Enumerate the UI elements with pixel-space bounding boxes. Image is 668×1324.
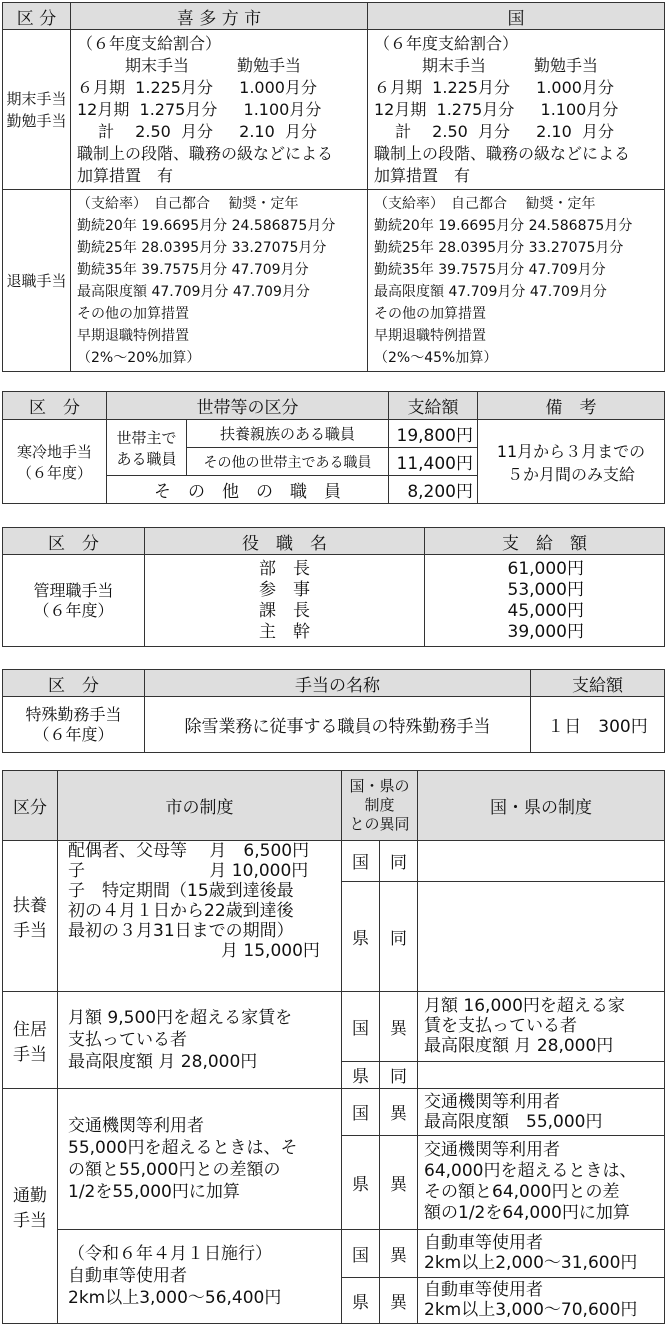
commute-prefecture-transit: 交通機関等利用者 64,000円を超えるときは、 その額と64,000円との差 額の1/2を64,000円に加算 (418, 1135, 665, 1229)
header-category: 区 分 (3, 670, 145, 697)
header-household: 世帯等の区分 (107, 392, 389, 420)
header-remarks: 備 考 (478, 392, 665, 420)
header-allowance-name: 手当の名称 (145, 670, 531, 697)
special-duty-allowance-table (2, 669, 664, 753)
diff-different: 異 (380, 1229, 418, 1277)
src-national: 国 (342, 991, 380, 1061)
comparison-table (2, 770, 664, 1324)
header-category: 区分 (3, 771, 58, 841)
manager-allowance-table (2, 527, 664, 647)
row-label-retirement: 退職手当 (3, 190, 71, 372)
allowance-amount: 19,800円 (389, 420, 478, 448)
commute-national-transit: 交通機関等利用者 最高限度額 55,000円 (418, 1088, 665, 1135)
header-category: 区 分 (3, 528, 145, 555)
diff-same: 同 (380, 881, 418, 991)
header-national-system: 国・県の制度 (418, 771, 665, 841)
housing-prefecture (418, 1061, 665, 1088)
header-amount: 支給額 (531, 670, 665, 697)
housing-city: 月額 9,500円を超える家賃を 支払っている者 最高限度額 月 28,000円 (58, 991, 342, 1088)
diff-same: 同 (380, 1061, 418, 1088)
src-national: 国 (342, 1229, 380, 1277)
position-names: 部 長 参 事 課 長 主 幹 (145, 555, 425, 647)
dependent-city-2: 子 特定期間（15歳到達後最 初の４月１日から22歳到達後 最初の３月31日までの期間） 月 15,000円 (58, 881, 342, 991)
header-kitakata: 喜 多 方 市 (71, 3, 368, 30)
bonus-retirement-table (2, 2, 664, 372)
commute-prefecture-car: 自動車等使用者 2km以上3,000〜70,600円 (418, 1277, 665, 1323)
household-head-label: 世帯主で ある職員 (107, 420, 187, 476)
header-kuni: 国 (368, 3, 665, 30)
header-category: 区 分 (3, 392, 107, 420)
header-category: 区 分 (3, 3, 71, 30)
commute-allowance-label: 通勤 手当 (3, 1088, 58, 1323)
src-prefecture: 県 (342, 1061, 380, 1088)
manager-label: 管理職手当 （６年度） (3, 555, 145, 647)
allowance-amount: 8,200円 (389, 476, 478, 504)
header-amount: 支給額 (389, 392, 478, 420)
diff-same: 同 (380, 841, 418, 882)
row-label-bonus: 期末手当 勤勉手当 (3, 30, 71, 190)
header-difference: 国・県の 制度 との異同 (342, 771, 418, 841)
cold-area-label: 寒冷地手当 （６年度） (3, 420, 107, 504)
kitakata-retirement: （支給率） 自己都合 勧奨・定年 勤続20年 19.6695月分 24.586875月分 勤続25年 28.0395月分 33.27075月分 勤続35年 39.7575月分 47.709月分 最高限度額 47.709月分 47.709月分 その他の加算措置 早期退職特例措置 （2%〜20%加算） (71, 190, 368, 372)
kuni-retirement: （支給率） 自己都合 勧奨・定年 勤続20年 19.6695月分 24.586875月分 勤続25年 28.0395月分 33.27075月分 勤続35年 39.7575月分 47.709月分 最高限度額 47.709月分 47.709月分 その他の加算措置 早期退職特例措置 （2%〜45%加算） (368, 190, 665, 372)
commute-city-transit: 交通機関等利用者 55,000円を超えるときは、そ の額と55,000円との差額の 1/2を55,000円に加算 (58, 1088, 342, 1229)
remarks: 11月から３月までの ５か月間のみ支給 (478, 420, 665, 504)
kuni-bonus: （６年度支給割合） 期末手当 勤勉手当 ６月期 1.225月分 1.000月分 12月期 1.275月分 1.100月分 計 2.50 月分 2.10 月分 職制上の段階、職務の級などによる 加算措置 有 (368, 30, 665, 190)
dependent-allowance-label: 扶養 手当 (3, 841, 58, 992)
cold-area-allowance-table (2, 391, 664, 504)
dependent-city-1: 配偶者、父母等 月 6,500円 子 月 10,000円 (58, 841, 342, 882)
src-prefecture: 県 (342, 1135, 380, 1229)
diff-different: 異 (380, 1277, 418, 1323)
src-national: 国 (342, 841, 380, 882)
position-amounts: 61,000円 53,000円 45,000円 39,000円 (425, 555, 665, 647)
kitakata-bonus: （６年度支給割合） 期末手当 勤勉手当 ６月期 1.225月分 1.000月分 12月期 1.275月分 1.100月分 計 2.50 月分 2.10 月分 職制上の段階、職務の級などによる 加算措置 有 (71, 30, 368, 190)
dependent-prefecture (418, 881, 665, 991)
housing-allowance-label: 住居 手当 (3, 991, 58, 1088)
src-prefecture: 県 (342, 1277, 380, 1323)
household-type: その他の世帯主である職員 (187, 448, 389, 476)
diff-different: 異 (380, 1088, 418, 1135)
special-duty-amount: １日 300円 (531, 697, 665, 753)
src-prefecture: 県 (342, 881, 380, 991)
header-amount: 支 給 額 (425, 528, 665, 555)
header-position: 役 職 名 (145, 528, 425, 555)
header-city-system: 市の制度 (58, 771, 342, 841)
src-national: 国 (342, 1088, 380, 1135)
commute-city-car: （令和６年４月１日施行） 自動車等使用者 2km以上3,000〜56,400円 (58, 1229, 342, 1323)
special-duty-label: 特殊勤務手当 （６年度） (3, 697, 145, 753)
allowance-amount: 11,400円 (389, 448, 478, 476)
household-type: 扶養親族のある職員 (187, 420, 389, 448)
household-type: そ の 他 の 職 員 (107, 476, 389, 504)
special-duty-name: 除雪業務に従事する職員の特殊勤務手当 (145, 697, 531, 753)
dependent-national (418, 841, 665, 882)
housing-national: 月額 16,000円を超える家 賃を支払っている者 最高限度額 月 28,000円 (418, 991, 665, 1061)
commute-national-car: 自動車等使用者 2km以上2,000〜31,600円 (418, 1229, 665, 1277)
diff-different: 異 (380, 1135, 418, 1229)
diff-different: 異 (380, 991, 418, 1061)
